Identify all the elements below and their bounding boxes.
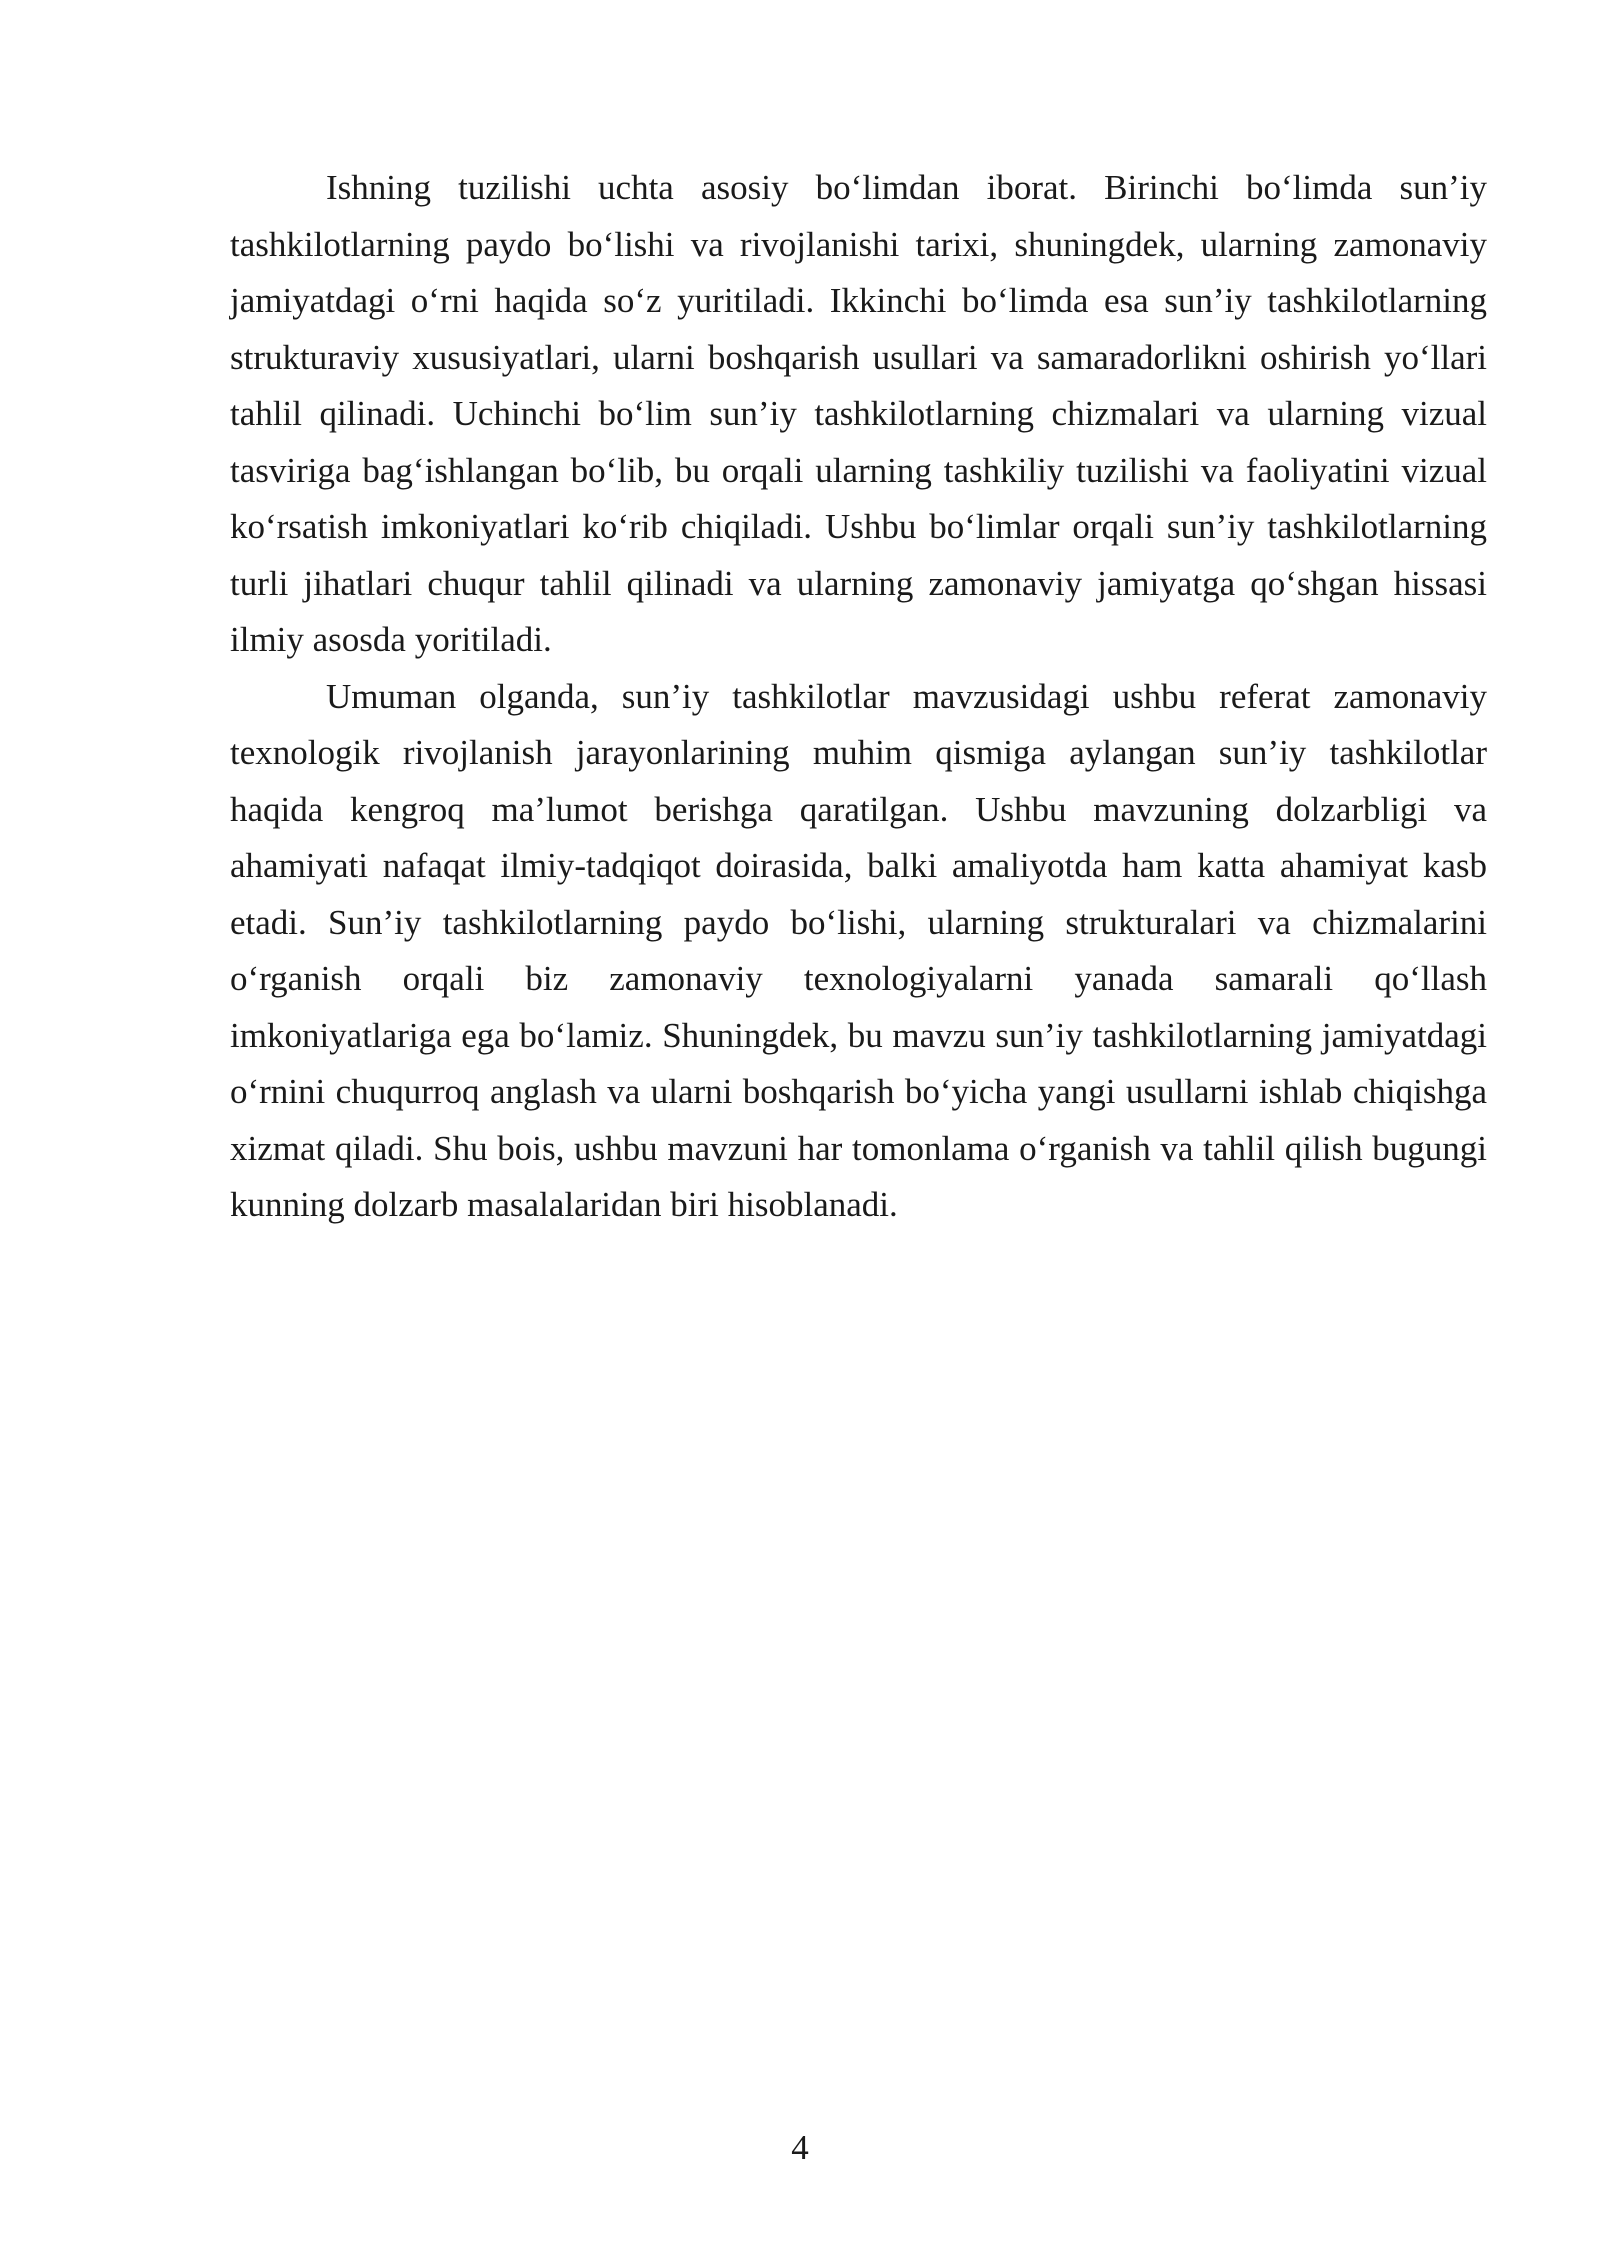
body-text (230, 160, 1487, 1234)
paragraph-structure: Ishning tuzilishi uchta asosiy bo‘limdan iborat. Birinchi bo‘limda sun’iy tashkilotlarning paydo bo‘lishi va rivojlanishi tarixi, shuningdek, ularning zamonaviy jamiyatdagi o‘rni haqida so‘z yuritiladi. Ikkinchi bo‘limda esa sun’iy tashkilotlarning strukturaviy xususiyatlari, ularni boshqarish usullari va samaradorlikni oshirish yo‘llari tahlil qilinadi. Uchinchi bo‘lim sun’iy tashkilotlarning chizmalari va ularning vizual tasviriga bag‘ishlangan bo‘lib, bu orqali ularning tashkiliy tuzilishi va faoliyatini vizual ko‘rsatish imkoniyatlari ko‘rib chiqiladi. Ushbu bo‘limlar orqali sun’iy tashkilotlarning turli jihatlari chuqur tahlil qilinadi va ularning zamonaviy jamiyatga qo‘shgan hissasi ilmiy asosda yoritiladi. (230, 168, 1487, 659)
page-number: 4 (791, 2128, 809, 2167)
paragraph-conclusion: Umuman olganda, sun’iy tashkilotlar mavzusidagi ushbu referat zamonaviy texnologik rivojlanish jarayonlarining muhim qismiga aylangan sun’iy tashkilotlar haqida kengroq ma’lumot berishga qaratilgan. Ushbu mavzuning dolzarbligi va ahamiyati nafaqat ilmiy-tadqiqot doirasida, balki amaliyotda ham katta ahamiyat kasb etadi. Sun’iy tashkilotlarning paydo bo‘lishi, ularning strukturalari va chizmalarini o‘rganish orqali biz zamonaviy texnologiyalarni yanada samarali qo‘llash imkoniyatlariga ega bo‘lamiz. Shuningdek, bu mavzu sun’iy tashkilotlarning jamiyatdagi o‘rnini chuqurroq anglash va ularni boshqarish bo‘yicha yangi usullarni ishlab chiqishga xizmat qiladi. Shu bois, ushbu mavzuni har tomonlama o‘rganish va tahlil qilish bugungi kunning dolzarb masalalaridan biri hisoblanadi. (230, 676, 1487, 1224)
